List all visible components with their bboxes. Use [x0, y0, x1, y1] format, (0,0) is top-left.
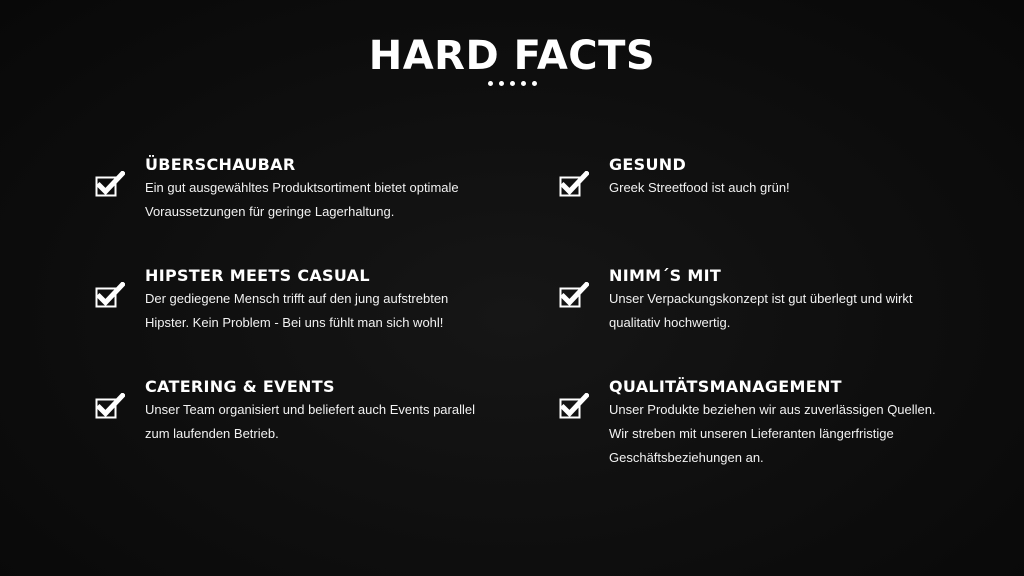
fact-text: Unser Team organisiert und beliefert auch Events parallel zum laufenden Betrieb.	[145, 402, 475, 441]
fact-text: Ein gut ausgewähltes Produktsortiment bietet optimale Voraussetzungen für geringe Lagerhaltung.	[145, 180, 459, 219]
divider-dot	[499, 81, 504, 86]
fact-title: NIMM´S MIT	[609, 266, 722, 285]
fact-title: HIPSTER MEETS CASUAL	[145, 266, 370, 285]
checkbox-checked-icon	[95, 393, 125, 419]
fact-catering-events	[95, 376, 559, 487]
fact-nimms-mit	[559, 265, 955, 376]
fact-text: Unser Produkte beziehen wir aus zuverlässigen Quellen. Wir streben mit unseren Lieferanten längerfristige Geschäftsbeziehungen an.	[609, 402, 936, 465]
page-title: HARD FACTS	[368, 33, 656, 79]
fact-hipster-meets-casual	[95, 265, 559, 376]
fact-text: Der gediegene Mensch trifft auf den jung aufstrebten Hipster. Kein Problem - Bei uns fühlt man sich wohl!	[145, 291, 449, 330]
divider-dot	[521, 81, 526, 86]
divider-dot	[488, 81, 493, 86]
fact-title: CATERING & EVENTS	[145, 377, 335, 396]
checkbox-checked-icon	[559, 171, 589, 197]
title-divider-dots	[0, 81, 1024, 86]
fact-title: QUALITÄTSMANAGEMENT	[609, 377, 842, 396]
divider-dot	[510, 81, 515, 86]
fact-title: ÜBERSCHAUBAR	[145, 155, 296, 174]
fact-text: Unser Verpackungskonzept ist gut überlegt und wirkt qualitativ hochwertig.	[609, 291, 913, 330]
fact-title: GESUND	[609, 155, 687, 174]
checkbox-checked-icon	[559, 393, 589, 419]
fact-text: Greek Streetfood ist auch grün!	[609, 180, 790, 195]
fact-ueberschaubar	[95, 154, 559, 265]
fact-gesund	[559, 154, 955, 265]
divider-dot	[532, 81, 537, 86]
checkbox-checked-icon	[95, 171, 125, 197]
facts-grid	[95, 154, 955, 487]
fact-qualitaetsmanagement	[559, 376, 955, 487]
checkbox-checked-icon	[559, 282, 589, 308]
checkbox-checked-icon	[95, 282, 125, 308]
